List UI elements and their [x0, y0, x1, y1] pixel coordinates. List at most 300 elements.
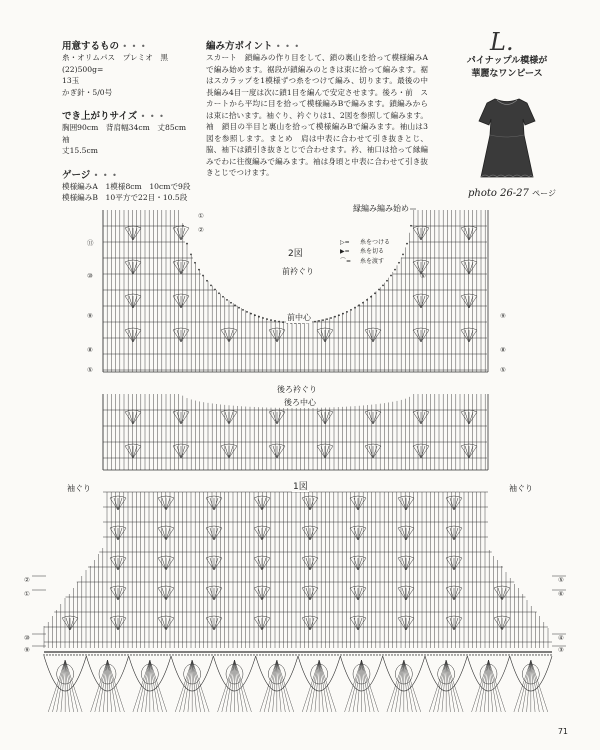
- skirt-fan: [319, 660, 336, 712]
- pineapple-motif: [269, 330, 277, 342]
- pineapple-motif: [125, 226, 141, 228]
- pineapple-motif: [214, 528, 222, 540]
- skirt-fan: [319, 660, 323, 712]
- pineapple-motif: [181, 228, 189, 240]
- pineapple-motif: [254, 556, 270, 558]
- skirt-fan: [345, 660, 362, 712]
- pineapple-motif: [310, 498, 314, 510]
- pineapple-motif: [177, 446, 181, 458]
- skirt-dot: [373, 654, 374, 655]
- skirt-dot: [391, 654, 392, 655]
- skirt-dot: [451, 654, 452, 655]
- pineapple-motif: [461, 412, 469, 424]
- pineapple-motif: [206, 496, 222, 498]
- skirt-fan: [446, 660, 463, 712]
- skirt-dot: [406, 654, 407, 655]
- skirt-dot: [55, 654, 56, 655]
- skirt-dot: [58, 654, 59, 655]
- pineapple-motif: [258, 618, 262, 630]
- pineapple-motif: [162, 498, 166, 510]
- pineapple-motif: [317, 328, 333, 330]
- pineapple-motif: [450, 528, 454, 540]
- skirt-dot: [550, 654, 551, 655]
- pineapple-motif: [358, 558, 362, 570]
- skirt-dot: [208, 654, 209, 655]
- pineapple-motif: [262, 558, 270, 570]
- pineapple-motif: [398, 588, 406, 600]
- edging-dot: [214, 289, 216, 291]
- skirt-dot: [187, 654, 188, 655]
- pineapple-motif: [269, 328, 285, 330]
- pineapple-motif: [118, 558, 122, 570]
- front-neck-label: 前衿ぐり: [282, 267, 314, 276]
- points-column: [206, 38, 428, 179]
- skirt-dot: [232, 654, 233, 655]
- skirt-fan: [218, 660, 235, 712]
- edging-dot: [206, 280, 208, 282]
- pineapple-motif: [162, 618, 166, 630]
- skirt-fan: [446, 660, 450, 712]
- pineapple-motif: [310, 588, 314, 600]
- pineapple-motif: [450, 588, 454, 600]
- pineapple-motif: [461, 330, 469, 342]
- pineapple-motif: [206, 558, 214, 570]
- pineapple-motif: [454, 558, 462, 570]
- pineapple-motif: [114, 558, 118, 570]
- pineapple-motif: [158, 528, 166, 540]
- pineapple-motif: [125, 446, 133, 458]
- pineapple-motif: [206, 526, 222, 528]
- skirt-dot: [133, 654, 134, 655]
- pineapple-motif: [310, 618, 314, 630]
- pineapple-motif: [133, 330, 141, 342]
- skirt-fan: [446, 660, 454, 712]
- skirt-dot: [265, 654, 266, 655]
- skirt-dot: [523, 654, 524, 655]
- legend-text: 糸を渡す: [360, 257, 385, 265]
- edging-dot: [398, 262, 400, 264]
- skirt-dot: [142, 654, 143, 655]
- skirt-dot: [511, 654, 512, 655]
- size-section: [62, 108, 192, 157]
- skirt-dot: [271, 654, 272, 655]
- pineapple-motif: [421, 330, 425, 342]
- skirt-fan: [103, 660, 107, 712]
- skirt-dot: [286, 654, 287, 655]
- size-line: 丈15.5cm: [62, 146, 98, 156]
- skirt-dot: [421, 654, 422, 655]
- skirt-dot: [139, 654, 140, 655]
- pineapple-motif: [258, 558, 262, 570]
- legend-text: 糸を切る: [360, 248, 385, 256]
- pineapple-motif: [373, 412, 377, 424]
- pineapple-motif: [417, 412, 421, 424]
- skirt-fan: [442, 660, 446, 712]
- pineapple-motif: [133, 412, 141, 424]
- pineapple-motif: [125, 262, 133, 274]
- skirt-dot: [247, 654, 248, 655]
- gauge-line: 模様編みA 1模様8cm 10cmで9段: [62, 181, 191, 191]
- pineapple-motif: [350, 558, 358, 570]
- pineapple-motif: [125, 294, 141, 296]
- edging-dot: [394, 269, 396, 271]
- skirt-dot: [79, 654, 80, 655]
- page-number: 71: [557, 727, 568, 736]
- pineapple-motif: [421, 412, 425, 424]
- pattern-title: [452, 55, 562, 81]
- skirt-dot: [172, 654, 173, 655]
- pineapple-motif: [118, 618, 126, 630]
- pineapple-motif: [358, 618, 362, 630]
- pineapple-motif: [277, 446, 281, 458]
- pineapple-motif: [254, 586, 270, 588]
- skirt-dot: [517, 654, 518, 655]
- pineapple-motif: [118, 498, 122, 510]
- skirt-dot: [304, 654, 305, 655]
- pineapple-motif: [350, 588, 358, 600]
- skirt-dot: [112, 654, 113, 655]
- pineapple-motif: [173, 226, 189, 228]
- pineapple-motif: [206, 586, 222, 588]
- pineapple-motif: [206, 616, 222, 618]
- pineapple-motif: [258, 528, 262, 540]
- edging-dot: [274, 320, 276, 322]
- pineapple-motif: [358, 498, 362, 510]
- skirt-dot: [376, 654, 377, 655]
- skirt-dot: [97, 654, 98, 655]
- skirt-fan: [438, 660, 446, 712]
- gauge-line: 模様編みB 10平方で22目・10.5段: [62, 193, 188, 203]
- skirt-dot: [145, 654, 146, 655]
- skirt-dot: [94, 654, 95, 655]
- skirt-fan: [175, 660, 192, 712]
- skirt-fan: [188, 660, 192, 712]
- legend-item: [340, 238, 390, 247]
- skirt-dot: [538, 654, 539, 655]
- edging-dot: [338, 314, 340, 316]
- skirt-fan: [311, 660, 319, 712]
- pineapple-motif: [118, 498, 126, 510]
- skirt-fan: [319, 660, 327, 712]
- row-number: ⑤: [87, 366, 93, 374]
- pineapple-motif: [498, 618, 502, 630]
- skirt-dot: [487, 654, 488, 655]
- pineapple-motif: [62, 618, 70, 630]
- pineapple-motif: [229, 330, 233, 342]
- pineapple-motif: [118, 588, 122, 600]
- skirt-dot: [157, 654, 158, 655]
- edging-dot: [182, 225, 184, 227]
- skirt-dot: [367, 654, 368, 655]
- pineapple-motif: [469, 330, 477, 342]
- pineapple-motif: [306, 618, 310, 630]
- skirt-dot: [52, 654, 53, 655]
- skirt-dot: [118, 654, 119, 655]
- skirt-fan: [489, 660, 493, 712]
- pineapple-motif: [206, 498, 214, 510]
- pineapple-motif: [450, 498, 454, 510]
- skirt-dot: [175, 654, 176, 655]
- edging-dot: [230, 302, 232, 304]
- skirt-dot: [184, 654, 185, 655]
- skirt-dot: [415, 654, 416, 655]
- skirt-dot: [253, 654, 254, 655]
- pineapple-motif: [350, 526, 366, 528]
- pineapple-motif: [373, 446, 381, 458]
- skirt-dot: [310, 654, 311, 655]
- skirt-fan: [65, 660, 73, 712]
- skirt-dot: [193, 654, 194, 655]
- materials-section: [62, 38, 192, 98]
- pineapple-motif: [262, 588, 270, 600]
- skirt-dot: [358, 654, 359, 655]
- pineapple-motif: [118, 528, 122, 540]
- pineapple-motif: [214, 558, 222, 570]
- pineapple-motif: [173, 260, 189, 262]
- skirt-dot: [325, 654, 326, 655]
- pineapple-motif: [406, 618, 414, 630]
- edging-dot: [366, 299, 368, 301]
- pineapple-motif: [498, 588, 502, 600]
- materials-line: かぎ針・5/0号: [62, 87, 113, 97]
- pineapple-motif: [158, 618, 166, 630]
- pineapple-motif: [398, 528, 406, 540]
- skirt-dot: [454, 654, 455, 655]
- skirt-dot: [331, 654, 332, 655]
- skirt-dot: [154, 654, 155, 655]
- skirt-dot: [457, 654, 458, 655]
- skirt-fan: [387, 660, 404, 712]
- skirt-dot: [283, 654, 284, 655]
- legend-symbol: ▶=: [340, 248, 350, 256]
- skirt-dot: [124, 654, 125, 655]
- skirt-dot: [478, 654, 479, 655]
- skirt-dot: [106, 654, 107, 655]
- pineapple-motif: [229, 412, 233, 424]
- pineapple-motif: [325, 330, 333, 342]
- skirt-dot: [226, 654, 227, 655]
- pineapple-motif: [306, 558, 310, 570]
- skirt-dot: [202, 654, 203, 655]
- skirt-fan: [235, 660, 239, 712]
- pineapple-motif: [461, 262, 469, 274]
- skirt-dot: [340, 654, 341, 655]
- skirt-dot: [256, 654, 257, 655]
- pineapple-motif: [461, 260, 477, 262]
- skirt-dot: [397, 654, 398, 655]
- skirt-dot: [70, 654, 71, 655]
- edging-dot: [318, 320, 320, 322]
- pineapple-motif: [62, 616, 78, 618]
- pineapple-motif: [469, 262, 477, 274]
- pineapple-motif: [454, 498, 458, 510]
- pineapple-motif: [406, 588, 414, 600]
- edging-dot: [250, 313, 252, 315]
- row-number: ⑤: [500, 366, 506, 374]
- materials-heading: 用意するもの • • •: [62, 41, 147, 52]
- skirt-dot: [526, 654, 527, 655]
- skirt-dot: [481, 654, 482, 655]
- pineapple-motif: [177, 262, 181, 274]
- edging-dot: [350, 309, 352, 311]
- pineapple-motif: [413, 228, 421, 240]
- skirt-fan: [531, 660, 535, 712]
- skirt-dot: [115, 654, 116, 655]
- edging-dot: [390, 275, 392, 277]
- skirt-dot: [277, 654, 278, 655]
- pineapple-motif: [306, 498, 310, 510]
- row-number: ⑤: [558, 576, 564, 584]
- skirt-dot: [412, 654, 413, 655]
- edging-dot: [326, 318, 328, 320]
- skirt-dot: [382, 654, 383, 655]
- pineapple-motif: [502, 588, 506, 600]
- pineapple-motif: [158, 498, 166, 510]
- pineapple-motif: [206, 588, 214, 600]
- pineapple-motif: [162, 528, 166, 540]
- size-line: 胸囲90cm 背肩幅34cm 丈85cm 袖: [62, 123, 194, 144]
- skirt-dot: [289, 654, 290, 655]
- pineapple-motif: [258, 588, 262, 600]
- skirt-dot: [355, 654, 356, 655]
- row-number: ⑩: [24, 634, 30, 642]
- pineapple-motif: [310, 528, 314, 540]
- materials-line: 糸・オリムパス プレミオ 黒(22)500g=: [62, 53, 169, 74]
- skirt-dot: [547, 654, 548, 655]
- skirt-dot: [211, 654, 212, 655]
- pineapple-motif: [398, 498, 406, 510]
- pineapple-motif: [133, 228, 141, 240]
- skirt-dot: [295, 654, 296, 655]
- pineapple-motif: [461, 410, 477, 412]
- skirt-fan: [395, 660, 403, 712]
- pineapple-motif: [469, 228, 477, 240]
- pineapple-motif: [162, 558, 166, 570]
- skirt-dot: [136, 654, 137, 655]
- skirt-dot: [76, 654, 77, 655]
- edging-dot: [282, 321, 284, 323]
- skirt-dot: [532, 654, 533, 655]
- pineapple-motif: [369, 446, 373, 458]
- skirt-dot: [328, 654, 329, 655]
- pineapple-motif: [133, 262, 141, 274]
- pineapple-motif: [454, 528, 458, 540]
- skirt-fan: [192, 660, 209, 712]
- edging-dot: [322, 319, 324, 321]
- pineapple-motif: [373, 412, 381, 424]
- edging-dot: [362, 302, 364, 304]
- pineapple-motif: [214, 588, 222, 600]
- skirt-dot: [46, 654, 47, 655]
- skirt-dot: [520, 654, 521, 655]
- edging-dot: [346, 311, 348, 313]
- gauge-heading: ゲージ • • •: [62, 169, 118, 181]
- pineapple-motif: [162, 588, 166, 600]
- pineapple-motif: [229, 446, 233, 458]
- skirt-dot: [64, 654, 65, 655]
- edging-dot: [258, 316, 260, 318]
- row-number: ⑨: [24, 646, 30, 654]
- skirt-dot: [418, 654, 419, 655]
- skirt-dot: [220, 654, 221, 655]
- pineapple-motif: [254, 526, 270, 528]
- skirt-dot: [445, 654, 446, 655]
- pineapple-motif: [461, 228, 469, 240]
- pineapple-motif: [417, 446, 421, 458]
- skirt-dot: [103, 654, 104, 655]
- skirt-dot: [217, 654, 218, 655]
- skirt-fan: [302, 660, 319, 712]
- pineapple-motif: [406, 498, 414, 510]
- skirt-fan: [141, 660, 149, 712]
- skirt-dot: [274, 654, 275, 655]
- photo-reference: [468, 188, 556, 199]
- skirt-dot: [460, 654, 461, 655]
- pineapple-motif: [277, 330, 281, 342]
- legend-item: [340, 257, 390, 266]
- skirt-fan: [277, 660, 294, 712]
- skirt-fan: [531, 660, 548, 712]
- pineapple-motif: [454, 558, 458, 570]
- pineapple-motif: [454, 498, 462, 510]
- skirt-dot: [148, 654, 149, 655]
- pineapple-motif: [373, 330, 377, 342]
- pineapple-motif: [454, 528, 462, 540]
- skirt-fan: [235, 660, 243, 712]
- pineapple-motif: [125, 330, 133, 342]
- pineapple-motif: [469, 412, 477, 424]
- edging-dot: [266, 318, 268, 320]
- edging-dot: [202, 275, 204, 277]
- pineapple-motif: [181, 262, 189, 274]
- skirt-fan: [527, 660, 531, 712]
- edging-dot: [194, 262, 196, 264]
- skirt-fan: [315, 660, 319, 712]
- skirt-dot: [238, 654, 239, 655]
- skirt-dot: [529, 654, 530, 655]
- pineapple-motif: [166, 498, 170, 510]
- skirt-dot: [370, 654, 371, 655]
- skirt-dot: [427, 654, 428, 655]
- skirt-fan: [404, 660, 421, 712]
- skirt-dot: [535, 654, 536, 655]
- skirt-dot: [388, 654, 389, 655]
- edge-start-label: 縁編み編み始め: [353, 204, 409, 213]
- skirt-dot: [385, 654, 386, 655]
- pineapple-motif: [166, 558, 170, 570]
- skirt-dot: [100, 654, 101, 655]
- pineapple-motif: [114, 618, 118, 630]
- skirt-fan: [150, 660, 158, 712]
- pineapple-motif: [133, 446, 141, 458]
- pineapple-motif: [461, 328, 477, 330]
- skirt-fan: [362, 660, 370, 712]
- pineapple-motif: [262, 528, 270, 540]
- pineapple-motif: [310, 558, 314, 570]
- skirt-dot: [484, 654, 485, 655]
- pineapple-motif: [114, 588, 118, 600]
- pineapple-motif: [306, 588, 310, 600]
- pineapple-motif: [454, 618, 462, 630]
- skirt-dot: [178, 654, 179, 655]
- skirt-dot: [469, 654, 470, 655]
- skirt-dot: [436, 654, 437, 655]
- skirt-fan: [489, 660, 497, 712]
- materials-text: [62, 52, 192, 98]
- skirt-dot: [307, 654, 308, 655]
- skirt-dot: [214, 654, 215, 655]
- pineapple-motif: [277, 412, 281, 424]
